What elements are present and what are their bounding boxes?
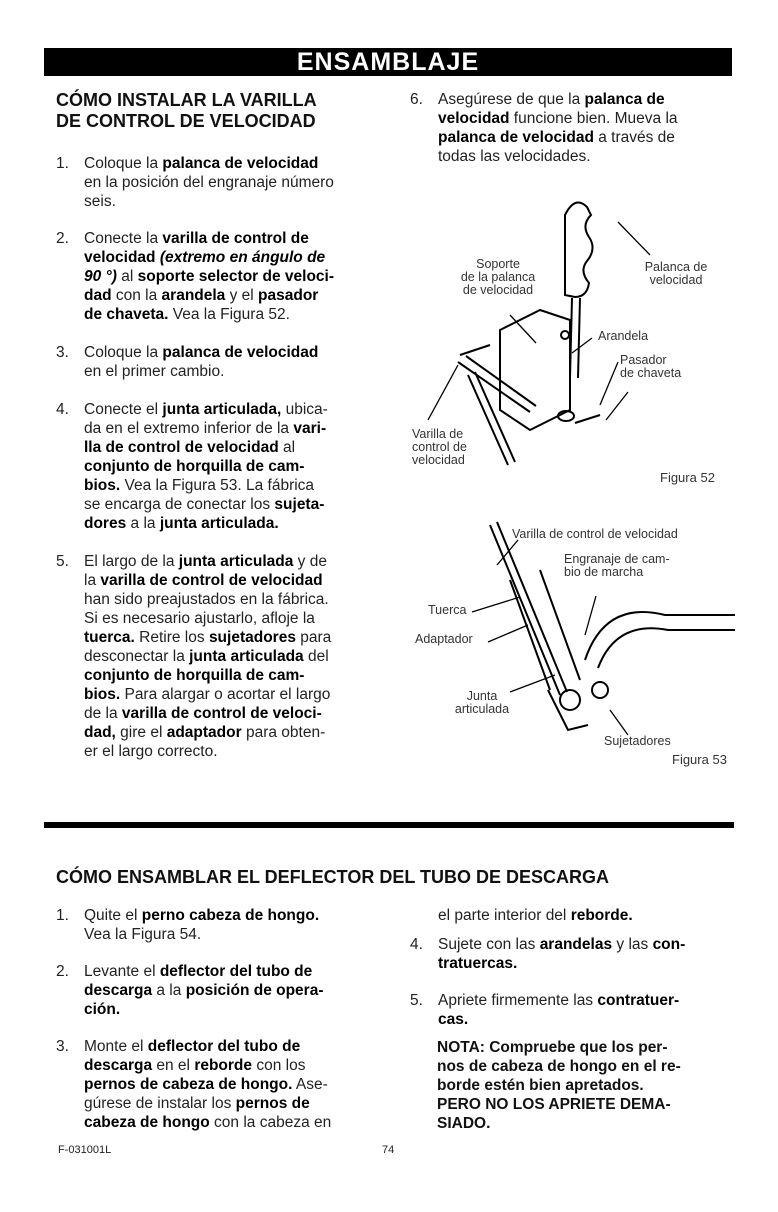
text-line: Pasador bbox=[620, 353, 667, 367]
text-line: Junta bbox=[466, 689, 498, 703]
step-line: cabeza de hongo con la cabeza en bbox=[84, 1114, 332, 1131]
section-title-line: CÓMO INSTALAR LA VARILLA bbox=[56, 90, 317, 110]
text-line: Palanca de bbox=[644, 260, 708, 274]
text-line: velocidad bbox=[649, 273, 703, 287]
speed-lever-handle bbox=[565, 203, 593, 298]
label-sujetadores: Sujetadores bbox=[604, 734, 671, 748]
step-line: conjunto de horquilla de cam- bbox=[84, 458, 305, 475]
note bbox=[437, 1038, 681, 1133]
step-line: velocidad (extremo en ángulo de bbox=[84, 249, 326, 266]
step-number: 3. bbox=[56, 1038, 69, 1055]
text-line: SIADO. bbox=[437, 1115, 491, 1132]
step-line: Quite el perno cabeza de hongo. bbox=[84, 907, 320, 924]
step-line: pernos de cabeza de hongo. Ase- bbox=[84, 1076, 328, 1093]
step-line: velocidad funcione bien. Mueva la bbox=[438, 110, 678, 127]
step-line: el parte interior del reborde. bbox=[438, 907, 633, 924]
step-line: Si es necesario ajustarlo, afloje la bbox=[84, 610, 315, 627]
speed-control-rod-fig53 bbox=[490, 522, 567, 695]
step-s2-5 bbox=[410, 991, 768, 1029]
adapter-tube bbox=[510, 570, 580, 690]
step-line: El largo de la junta articulada y de bbox=[84, 553, 327, 570]
step-number: 1. bbox=[56, 907, 69, 924]
step-number: 2. bbox=[56, 230, 69, 247]
label-arandela: Arandela bbox=[598, 329, 649, 343]
step-line: han sido preajustados en la fábrica. bbox=[84, 591, 329, 608]
label-engranaje bbox=[564, 553, 670, 579]
label-adaptador: Adaptador bbox=[415, 632, 473, 646]
step-line: Apriete firmemente las contratuer- bbox=[438, 992, 680, 1009]
page-number: 74 bbox=[382, 1144, 395, 1156]
step-line: en la posición del engranaje número bbox=[84, 174, 334, 191]
text-line: PERO NO LOS APRIETE DEMA- bbox=[437, 1096, 671, 1113]
label-soporte bbox=[458, 258, 538, 297]
step-number: 1. bbox=[56, 155, 69, 172]
step-line: conjunto de horquilla de cam- bbox=[84, 667, 305, 684]
step-line: dad, gire el adaptador para obten- bbox=[84, 724, 326, 741]
step-number: 5. bbox=[410, 992, 423, 1009]
label-palanca bbox=[636, 261, 716, 287]
step-line: er el largo correcto. bbox=[84, 743, 218, 760]
step-line: la varilla de control de velocidad bbox=[84, 572, 323, 589]
text-line: Varilla de bbox=[412, 427, 464, 441]
footer-code: F-031001L bbox=[58, 1144, 112, 1156]
step-number: 2. bbox=[56, 963, 69, 980]
step-line: descarga a la posición de opera- bbox=[84, 982, 324, 999]
figure-53-caption: Figura 53 bbox=[672, 752, 727, 767]
step-line: ción. bbox=[84, 1001, 121, 1018]
step-line: bios. Vea la Figura 53. La fábrica bbox=[84, 477, 315, 494]
text-line: articulada bbox=[454, 702, 510, 716]
step-line: Conecte el junta articulada, ubica- bbox=[84, 401, 328, 418]
text-line: de velocidad bbox=[462, 283, 534, 297]
speed-control-rod bbox=[458, 345, 536, 465]
step-line: de la varilla de control de veloci- bbox=[84, 705, 322, 722]
step-line: Levante el deflector del tubo de bbox=[84, 963, 313, 980]
label-pasador bbox=[620, 354, 681, 380]
shift-gear-bracket bbox=[585, 612, 735, 668]
step-number: 3. bbox=[56, 344, 69, 361]
step-number: 4. bbox=[56, 401, 69, 418]
step-line: dores a la junta articulada. bbox=[84, 515, 279, 532]
step-s2-2 bbox=[56, 962, 414, 1019]
text-line: borde estén bien apretados. bbox=[437, 1077, 644, 1094]
step-line: Conecte la varilla de control de bbox=[84, 230, 309, 247]
step-s2-4 bbox=[410, 935, 768, 973]
step-line: dad con la arandela y el pasador bbox=[84, 287, 319, 304]
text-line: NOTA: Compruebe que los per- bbox=[437, 1039, 668, 1056]
section-2-title: CÓMO ENSAMBLAR EL DEFLECTOR DEL TUBO DE DESCARGA bbox=[56, 867, 610, 887]
text-line: bio de marcha bbox=[564, 565, 644, 579]
text-line: Soporte bbox=[476, 257, 520, 271]
step-line: Coloque la palanca de velocidad bbox=[84, 155, 319, 172]
step-line: descarga en el reborde con los bbox=[84, 1057, 306, 1074]
step-line: 90 °) al soporte selector de veloci- bbox=[84, 268, 335, 285]
step-number: 5. bbox=[56, 553, 69, 570]
text-line: de la palanca bbox=[460, 270, 536, 284]
step-line: palanca de velocidad a través de bbox=[438, 129, 675, 146]
label-junta bbox=[452, 690, 512, 716]
section-banner: ENSAMBLAJE bbox=[44, 48, 732, 76]
step-s2-3-cont bbox=[410, 906, 768, 925]
figure-52-caption: Figura 52 bbox=[660, 470, 715, 485]
step-line: cas. bbox=[438, 1011, 469, 1028]
step-line: da en el extremo inferior de la vari- bbox=[84, 420, 327, 437]
step-line: lla de control de velocidad al bbox=[84, 439, 296, 456]
step-line: de chaveta. Vea la Figura 52. bbox=[84, 306, 290, 323]
step-line: Monte el deflector del tubo de bbox=[84, 1038, 301, 1055]
section-title-line: DE CONTROL DE VELOCIDAD bbox=[56, 111, 316, 131]
divider bbox=[44, 822, 734, 828]
step-line: se encarga de conectar los sujeta- bbox=[84, 496, 325, 513]
text-line: control de bbox=[412, 440, 467, 454]
step-s2-1 bbox=[56, 906, 414, 944]
step-line: Coloque la palanca de velocidad bbox=[84, 344, 319, 361]
speed-lever-shaft bbox=[570, 298, 580, 378]
step-line: Sujete con las arandelas y las con- bbox=[438, 936, 686, 953]
step-s2-3 bbox=[56, 1037, 414, 1132]
step-line: tratuercas. bbox=[438, 955, 518, 972]
step-number: 4. bbox=[410, 936, 423, 953]
label-varilla bbox=[412, 428, 467, 467]
text-line: nos de cabeza de hongo en el re- bbox=[437, 1058, 681, 1075]
step-line: tuerca. Retire los sujetadores para bbox=[84, 629, 332, 646]
step-line: bios. Para alargar o acortar el largo bbox=[84, 686, 331, 703]
label-varilla-53: Varilla de control de velocidad bbox=[512, 527, 678, 541]
text-line: Engranaje de cam- bbox=[564, 552, 670, 566]
text-line: velocidad bbox=[412, 453, 465, 467]
step-line: todas las velocidades. bbox=[438, 148, 591, 165]
step-line: desconectar la junta articulada del bbox=[84, 648, 329, 665]
label-tuerca: Tuerca bbox=[428, 603, 467, 617]
step-line: seis. bbox=[84, 193, 116, 210]
text-line: de chaveta bbox=[620, 366, 682, 380]
step-line: en el primer cambio. bbox=[84, 363, 225, 380]
step-line: Asegúrese de que la palanca de bbox=[438, 91, 665, 108]
step-line: gúrese de instalar los pernos de bbox=[84, 1095, 310, 1112]
step-number: 6. bbox=[410, 91, 423, 108]
step-line: Vea la Figura 54. bbox=[84, 926, 202, 943]
